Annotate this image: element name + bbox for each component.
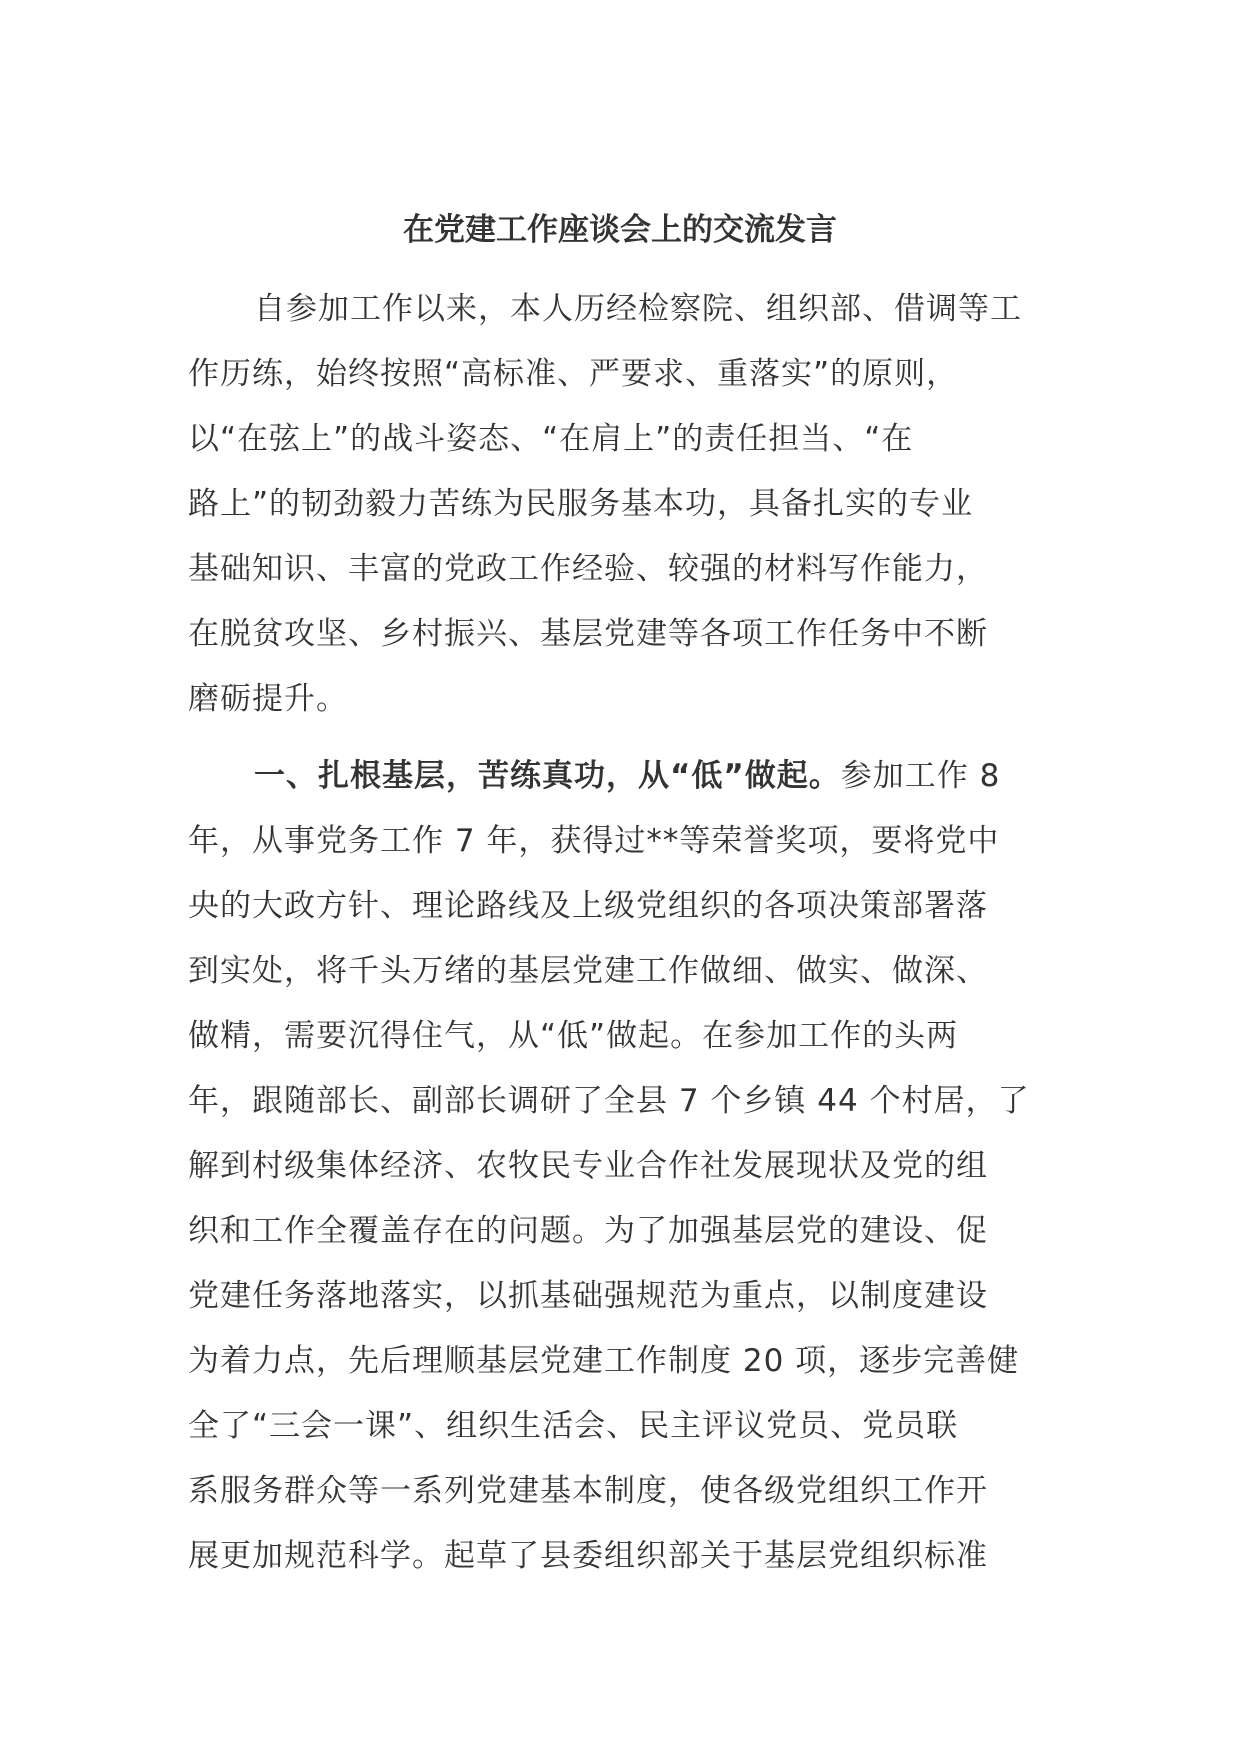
section-heading: 一、扎根基层，苦练真功，从“低”做起。	[254, 758, 841, 794]
text-line: 为着力点，先后理顺基层党建工作制度 20 项，逐步完善健	[188, 1343, 1020, 1379]
text-line: 磨砺提升。	[188, 681, 348, 717]
text-line: 央的大政方针、理论路线及上级党组织的各项决策部署落	[188, 888, 988, 924]
text-line: 路上”的韧劲毅力苦练为民服务基本功，具备扎实的专业	[188, 486, 974, 522]
text-line: 党建任务落地落实，以抓基础强规范为重点，以制度建设	[188, 1278, 988, 1314]
text-line: 年，从事党务工作 7 年，获得过**等荣誉奖项，要将党中	[188, 823, 1000, 859]
text-line: 到实处，将千头万绪的基层党建工作做细、做实、做深、	[188, 953, 988, 989]
text-line: 全了“三会一课”、组织生活会、民主评议党员、党员联	[188, 1408, 959, 1444]
text-line	[188, 744, 1068, 809]
text-line: 年，跟随部长、副部长调研了全县 7 个乡镇 44 个村居，了	[188, 1083, 1030, 1119]
text-line: 以“在弦上”的战斗姿态、“在肩上”的责任担当、“在	[188, 421, 914, 457]
text-line: 做精，需要沉得住气，从“低”做起。在参加工作的头两	[188, 1018, 959, 1054]
text-line: 展更加规范科学。起草了县委组织部关于基层党组织标准	[188, 1538, 988, 1574]
paragraph-intro	[188, 277, 1068, 732]
text-line: 织和工作全覆盖存在的问题。为了加强基层党的建设、促	[188, 1213, 988, 1249]
text-line: 作历练，始终按照“高标准、严要求、重落实”的原则，	[188, 356, 959, 392]
text-line: 基础知识、丰富的党政工作经验、较强的材料写作能力，	[188, 551, 988, 587]
document-title: 在党建工作座谈会上的交流发言	[403, 212, 837, 248]
text-line: 系服务群众等一系列党建基本制度，使各级党组织工作开	[188, 1473, 988, 1509]
text-line: 自参加工作以来，本人历经检察院、组织部、借调等工	[254, 291, 1022, 327]
paragraph-section-1	[188, 744, 1068, 1589]
text-line: 解到村级集体经济、农牧民专业合作社发展现状及党的组	[188, 1148, 988, 1184]
text-span: 参加工作 8	[840, 758, 1001, 794]
text-line: 在脱贫攻坚、乡村振兴、基层党建等各项工作任务中不断	[188, 616, 988, 652]
